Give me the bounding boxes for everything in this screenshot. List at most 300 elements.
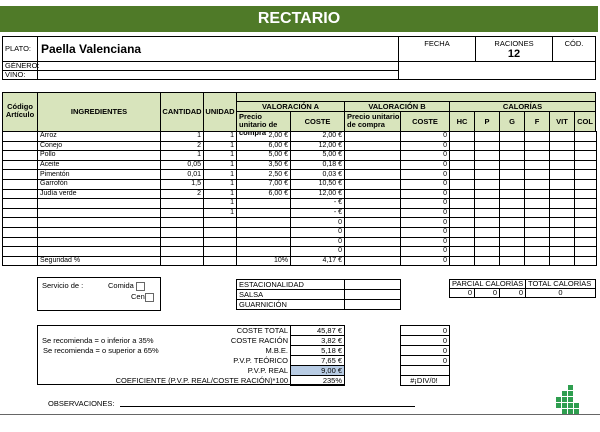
cell-p[interactable] (475, 237, 500, 247)
cod-cell[interactable] (552, 36, 596, 62)
fecha-cell[interactable] (398, 36, 476, 62)
cell-f[interactable] (525, 132, 550, 142)
cell-codigo[interactable] (3, 218, 38, 228)
raciones-label: RACIONES (494, 39, 534, 48)
cell-col[interactable] (575, 151, 597, 161)
summary-label: COEFICIENTE (P.V.P. REAL/COSTE RACIÓN)*100 (115, 376, 288, 385)
precio-a-text: Precio unitario de compra (239, 112, 278, 137)
cell-preciob[interactable] (345, 141, 401, 151)
col-codigo-header (2, 92, 38, 132)
plato-name-field[interactable] (37, 36, 399, 62)
val-b-text: VALORACIÓN B (368, 102, 426, 111)
cell-col[interactable] (575, 208, 597, 218)
cell-uni[interactable] (204, 256, 237, 266)
cell-col[interactable] (575, 227, 597, 237)
cell-g[interactable] (500, 151, 525, 161)
cell-col[interactable] (575, 132, 597, 142)
f-header (524, 111, 550, 132)
cell-ing[interactable]: Seguridad % (38, 256, 161, 266)
cell-preciob[interactable] (345, 132, 401, 142)
cell-ing[interactable] (38, 237, 161, 247)
cell-f[interactable] (525, 170, 550, 180)
cell-vit[interactable] (550, 132, 575, 142)
cell-g[interactable] (500, 160, 525, 170)
table-row (3, 199, 597, 209)
cell-coste[interactable]: 12,00 € (291, 189, 345, 199)
raciones-cell[interactable] (475, 36, 553, 62)
cell-codigo[interactable] (3, 208, 38, 218)
cell-f[interactable] (525, 237, 550, 247)
summary-b-value: 0 (400, 345, 450, 356)
cell-ing[interactable]: Conejo (38, 141, 161, 151)
cell-codigo[interactable] (3, 160, 38, 170)
cell-codigo[interactable] (3, 227, 38, 237)
total-calorias-val-text: 0 (558, 288, 563, 297)
plato-name: Paella Valenciana (41, 42, 142, 56)
cell-g[interactable] (500, 218, 525, 228)
col-ingredientes-header (37, 92, 161, 132)
cell-codigo[interactable] (3, 132, 38, 142)
cell-ing[interactable]: Pimentón (38, 170, 161, 180)
cell-p[interactable] (475, 218, 500, 228)
page-title: RECTARIO (257, 10, 341, 27)
cell-costeb[interactable]: 0 (401, 199, 450, 209)
cell-ing[interactable]: Arroz (38, 132, 161, 142)
cell-col[interactable] (575, 189, 597, 199)
cell-vit[interactable] (550, 141, 575, 151)
cell-ing[interactable]: Pollo (38, 151, 161, 161)
cell-col[interactable] (575, 179, 597, 189)
cell-codigo[interactable] (3, 247, 38, 257)
cell-vit[interactable] (550, 247, 575, 257)
val-a-text: VALORACIÓN A (261, 102, 320, 111)
cell-f[interactable] (525, 151, 550, 161)
cell-coste[interactable]: - € (291, 208, 345, 218)
cell-preciob[interactable] (345, 179, 401, 189)
table-row (3, 208, 597, 218)
cell-hc[interactable] (450, 170, 475, 180)
cell-hc[interactable] (450, 237, 475, 247)
col-unidad-header (203, 92, 237, 132)
cell-cant[interactable]: 1 (161, 151, 204, 161)
cell-p[interactable] (475, 132, 500, 142)
cell-costeb[interactable]: 0 (401, 141, 450, 151)
cell-hc[interactable] (450, 189, 475, 199)
cell-g[interactable] (500, 247, 525, 257)
cell-col[interactable] (575, 247, 597, 257)
cell-f[interactable] (525, 189, 550, 199)
cell-cant[interactable] (161, 237, 204, 247)
cell-g[interactable] (500, 179, 525, 189)
coste-b-header (400, 111, 450, 132)
cell-col[interactable] (575, 170, 597, 180)
total-calorias-text: TOTAL CALORÍAS (528, 279, 592, 288)
cell-vit[interactable] (550, 189, 575, 199)
table-row (3, 141, 597, 151)
extra-label: ESTACIONALIDAD (236, 279, 345, 290)
table-row (3, 189, 597, 199)
total-calorias-value (525, 288, 596, 298)
col-text: COL (577, 117, 593, 126)
cell-preciob[interactable] (345, 189, 401, 199)
cell-uni[interactable]: 1 (204, 160, 237, 170)
cell-f[interactable] (525, 256, 550, 266)
cantidad-header-text: CANTIDAD (162, 107, 202, 116)
cell-g[interactable] (500, 141, 525, 151)
comida-label: Comida (108, 281, 134, 290)
summary-value: 3,82 € (290, 335, 345, 346)
cell-cant[interactable]: 2 (161, 141, 204, 151)
cell-precio[interactable]: 2,00 € (237, 132, 291, 142)
comida-checkbox[interactable] (136, 282, 145, 291)
genero-label: GÉNERO: (5, 61, 40, 70)
summary-b-value: 0 (400, 335, 450, 346)
cell-vit[interactable] (550, 199, 575, 209)
vino-label-cell (2, 70, 38, 80)
cell-g[interactable] (500, 227, 525, 237)
summary-value: 5,18 € (290, 345, 345, 356)
cell-hc[interactable] (450, 141, 475, 151)
cell-coste[interactable]: 12,00 € (291, 141, 345, 151)
col-header (574, 111, 596, 132)
cell-hc[interactable] (450, 199, 475, 209)
cell-precio[interactable] (237, 208, 291, 218)
cell-codigo[interactable] (3, 189, 38, 199)
cell-g[interactable] (500, 199, 525, 209)
cell-hc[interactable] (450, 179, 475, 189)
cell-ing[interactable]: Aceite (38, 160, 161, 170)
cell-coste[interactable]: 0 (291, 247, 345, 257)
cell-hc[interactable] (450, 218, 475, 228)
cell-preciob[interactable] (345, 208, 401, 218)
cell-hc[interactable] (450, 132, 475, 142)
cell-f[interactable] (525, 160, 550, 170)
cell-costeb[interactable]: 0 (401, 247, 450, 257)
cell-uni[interactable]: 1 (204, 141, 237, 151)
cell-col[interactable] (575, 141, 597, 151)
summary-value: 235% (290, 375, 345, 386)
plato-label: PLATO: (5, 44, 31, 53)
unidad-header-text: UNIDAD (205, 107, 235, 116)
cell-ing[interactable] (38, 208, 161, 218)
cell-coste[interactable]: 10,50 € (291, 179, 345, 189)
cell-cant[interactable]: 2 (161, 189, 204, 199)
table-row (3, 227, 597, 237)
cell-precio[interactable]: 7,00 € (237, 179, 291, 189)
cell-uni[interactable]: 1 (204, 170, 237, 180)
cell-precio[interactable]: 5,00 € (237, 151, 291, 161)
cell-uni[interactable]: 1 (204, 199, 237, 209)
summary-value: 7,65 € (290, 355, 345, 366)
g-header (499, 111, 525, 132)
cell-codigo[interactable] (3, 141, 38, 151)
raciones-value: 12 (507, 48, 521, 60)
cell-cant[interactable] (161, 208, 204, 218)
cena-checkbox[interactable] (145, 293, 154, 302)
parcial-val-1 (449, 288, 475, 298)
summary-label: P.V.P. REAL (247, 366, 288, 375)
observaciones-label (48, 399, 114, 408)
plato-label-cell (2, 36, 38, 62)
parcial-val-3-text: 0 (518, 288, 523, 297)
table-row (3, 179, 597, 189)
cell-coste[interactable]: 4,17 € (291, 256, 345, 266)
cell-costeb[interactable]: 0 (401, 256, 450, 266)
summary-label: M.B.E. (265, 346, 288, 355)
cell-f[interactable] (525, 247, 550, 257)
cell-vit[interactable] (550, 227, 575, 237)
cell-precio[interactable] (237, 237, 291, 247)
summary-label: P.V.P. TEÓRICO (233, 356, 288, 365)
rec-text-2 (43, 346, 159, 355)
vino-field[interactable] (37, 70, 399, 80)
cell-uni[interactable]: 1 (204, 179, 237, 189)
cell-p[interactable] (475, 170, 500, 180)
cell-coste[interactable]: 0 (291, 227, 345, 237)
cell-uni[interactable] (204, 237, 237, 247)
cell-cant[interactable] (161, 199, 204, 209)
cell-hc[interactable] (450, 151, 475, 161)
cell-cant[interactable]: 1 (161, 132, 204, 142)
cell-preciob[interactable] (345, 170, 401, 180)
comida-option[interactable] (108, 280, 145, 291)
cell-uni[interactable] (204, 227, 237, 237)
cell-uni[interactable] (204, 218, 237, 228)
cell-vit[interactable] (550, 151, 575, 161)
precio-b-text: Precio unitario de compra (347, 112, 400, 129)
cell-p[interactable] (475, 256, 500, 266)
extra-field[interactable] (344, 299, 401, 310)
cell-f[interactable] (525, 208, 550, 218)
cell-f[interactable] (525, 218, 550, 228)
cell-coste[interactable]: 2,00 € (291, 132, 345, 142)
cell-f[interactable] (525, 179, 550, 189)
cell-costeb[interactable]: 0 (401, 170, 450, 180)
summary-b-value: 0 (400, 325, 450, 336)
cell-ing[interactable]: Judía verde (38, 189, 161, 199)
cell-p[interactable] (475, 208, 500, 218)
cell-codigo[interactable] (3, 199, 38, 209)
table-row (3, 237, 597, 247)
cell-preciob[interactable] (345, 247, 401, 257)
cell-f[interactable] (525, 141, 550, 151)
cell-costeb[interactable]: 0 (401, 189, 450, 199)
cell-col[interactable] (575, 160, 597, 170)
cell-precio[interactable] (237, 247, 291, 257)
cell-uni[interactable] (204, 247, 237, 257)
rec-text-1 (42, 336, 154, 345)
table-row (3, 256, 597, 266)
cell-preciob[interactable] (345, 256, 401, 266)
cell-costeb[interactable]: 0 (401, 227, 450, 237)
summary-value: 9,00 € (290, 365, 345, 376)
cell-cant[interactable]: 1,5 (161, 179, 204, 189)
cell-coste[interactable]: 0,18 € (291, 160, 345, 170)
summary-value: 45,87 € (290, 325, 345, 336)
bottom-divider (0, 414, 600, 415)
cell-preciob[interactable] (345, 218, 401, 228)
f-text: F (534, 117, 540, 126)
extra-label: SALSA (236, 289, 345, 300)
cell-precio[interactable] (237, 218, 291, 228)
cell-coste[interactable]: 0 (291, 218, 345, 228)
cell-hc[interactable] (450, 208, 475, 218)
title-bar (0, 6, 598, 32)
cell-costeb[interactable]: 0 (401, 208, 450, 218)
rec2-text: Se recomienda = o superior a 65% (43, 346, 159, 355)
cell-cant[interactable] (161, 256, 204, 266)
rec1-text: Se recomienda = o inferior a 35% (42, 336, 154, 345)
cell-codigo[interactable] (3, 151, 38, 161)
cell-hc[interactable] (450, 256, 475, 266)
cell-cant[interactable]: 0,01 (161, 170, 204, 180)
cell-costeb[interactable]: 0 (401, 160, 450, 170)
cell-precio[interactable]: 6,00 € (237, 141, 291, 151)
header-right-empty (398, 61, 596, 80)
cell-uni[interactable]: 1 (204, 189, 237, 199)
cell-uni[interactable]: 1 (204, 151, 237, 161)
parcial-val-1-text: 0 (467, 288, 472, 297)
calorias-text: CALORÍAS (502, 102, 543, 111)
cell-col[interactable] (575, 237, 597, 247)
cell-vit[interactable] (550, 256, 575, 266)
cell-codigo[interactable] (3, 179, 38, 189)
vino-label: VINO: (5, 70, 26, 79)
cell-ing[interactable] (38, 247, 161, 257)
vit-text: VIT (556, 117, 568, 126)
cell-p[interactable] (475, 227, 500, 237)
logo-icon (556, 385, 582, 415)
cell-p[interactable] (475, 151, 500, 161)
codigo-header-text: Código Artículo (5, 102, 35, 119)
table-row (3, 132, 597, 142)
parcial-val-2-text: 0 (492, 288, 497, 297)
cell-codigo[interactable] (3, 170, 38, 180)
p-text: P (484, 117, 490, 126)
observaciones-line[interactable] (120, 406, 415, 407)
p-header (474, 111, 500, 132)
cell-costeb[interactable]: 0 (401, 218, 450, 228)
fecha-label: FECHA (424, 39, 450, 48)
cell-precio[interactable] (237, 199, 291, 209)
cell-ing[interactable]: Garrofón (38, 179, 161, 189)
cell-preciob[interactable] (345, 199, 401, 209)
parcial-calorias-text: PARCIAL CALORÍAS (452, 279, 524, 288)
cell-vit[interactable] (550, 170, 575, 180)
cell-ing[interactable] (38, 227, 161, 237)
vit-header (549, 111, 575, 132)
cell-codigo[interactable] (3, 256, 38, 266)
coste-b-text: COSTE (412, 117, 438, 126)
cell-g[interactable] (500, 189, 525, 199)
cell-g[interactable] (500, 208, 525, 218)
extra-label: GUARNICIÓN (236, 299, 345, 310)
cell-cant[interactable]: 0,05 (161, 160, 204, 170)
cell-vit[interactable] (550, 218, 575, 228)
cell-precio[interactable]: 2,50 € (237, 170, 291, 180)
cell-uni[interactable]: 1 (204, 208, 237, 218)
cena-option[interactable] (131, 291, 154, 302)
cell-vit[interactable] (550, 208, 575, 218)
cell-coste[interactable]: 5,00 € (291, 151, 345, 161)
cell-p[interactable] (475, 199, 500, 209)
cell-uni[interactable]: 1 (204, 132, 237, 142)
table-row (3, 151, 597, 161)
cell-p[interactable] (475, 247, 500, 257)
cell-hc[interactable] (450, 247, 475, 257)
cell-ing[interactable] (38, 218, 161, 228)
cell-precio[interactable]: 10% (237, 256, 291, 266)
cell-hc[interactable] (450, 160, 475, 170)
cell-p[interactable] (475, 160, 500, 170)
cell-hc[interactable] (450, 227, 475, 237)
ingredients-table (2, 131, 597, 266)
hc-header (449, 111, 475, 132)
cell-p[interactable] (475, 179, 500, 189)
cod-label: CÓD. (564, 39, 584, 48)
table-row (3, 170, 597, 180)
cell-cant[interactable] (161, 247, 204, 257)
cell-cant[interactable] (161, 227, 204, 237)
cell-col[interactable] (575, 218, 597, 228)
summary-b-value: 0 (400, 355, 450, 366)
cell-col[interactable] (575, 256, 597, 266)
cell-preciob[interactable] (345, 160, 401, 170)
cell-g[interactable] (500, 256, 525, 266)
cell-coste[interactable]: 0 (291, 237, 345, 247)
cell-g[interactable] (500, 132, 525, 142)
cell-preciob[interactable] (345, 237, 401, 247)
cell-f[interactable] (525, 227, 550, 237)
coste-a-text: COSTE (304, 117, 331, 126)
col-cantidad-header (160, 92, 204, 132)
cell-costeb[interactable]: 0 (401, 179, 450, 189)
cell-cant[interactable] (161, 218, 204, 228)
cena-label: Cen (131, 292, 145, 301)
parcial-val-3 (499, 288, 526, 298)
cell-costeb[interactable]: 0 (401, 237, 450, 247)
header-top-band (236, 92, 596, 102)
cell-precio[interactable] (237, 227, 291, 237)
hc-text: HC (456, 117, 468, 126)
cell-vit[interactable] (550, 160, 575, 170)
cell-g[interactable] (500, 237, 525, 247)
cell-coste[interactable]: 0,03 € (291, 170, 345, 180)
cell-costeb[interactable]: 0 (401, 132, 450, 142)
cell-codigo[interactable] (3, 237, 38, 247)
cell-precio[interactable]: 3,50 € (237, 160, 291, 170)
servicio-label: Servicio de : (42, 281, 84, 290)
g-text: G (509, 117, 515, 126)
summary-label: COSTE TOTAL (236, 326, 288, 335)
cell-vit[interactable] (550, 237, 575, 247)
cell-coste[interactable]: - € (291, 199, 345, 209)
summary-label: COSTE RACIÓN (230, 336, 288, 345)
servicio-box (37, 277, 161, 311)
cell-f[interactable] (525, 199, 550, 209)
cell-p[interactable] (475, 141, 500, 151)
cell-preciob[interactable] (345, 227, 401, 237)
cell-vit[interactable] (550, 179, 575, 189)
cell-costeb[interactable]: 0 (401, 151, 450, 161)
cell-col[interactable] (575, 199, 597, 209)
cell-precio[interactable]: 6,00 € (237, 189, 291, 199)
cell-ing[interactable] (38, 199, 161, 209)
cell-p[interactable] (475, 189, 500, 199)
summary-b-value: #¡DIV/0! (400, 375, 450, 386)
cell-g[interactable] (500, 170, 525, 180)
cell-preciob[interactable] (345, 151, 401, 161)
